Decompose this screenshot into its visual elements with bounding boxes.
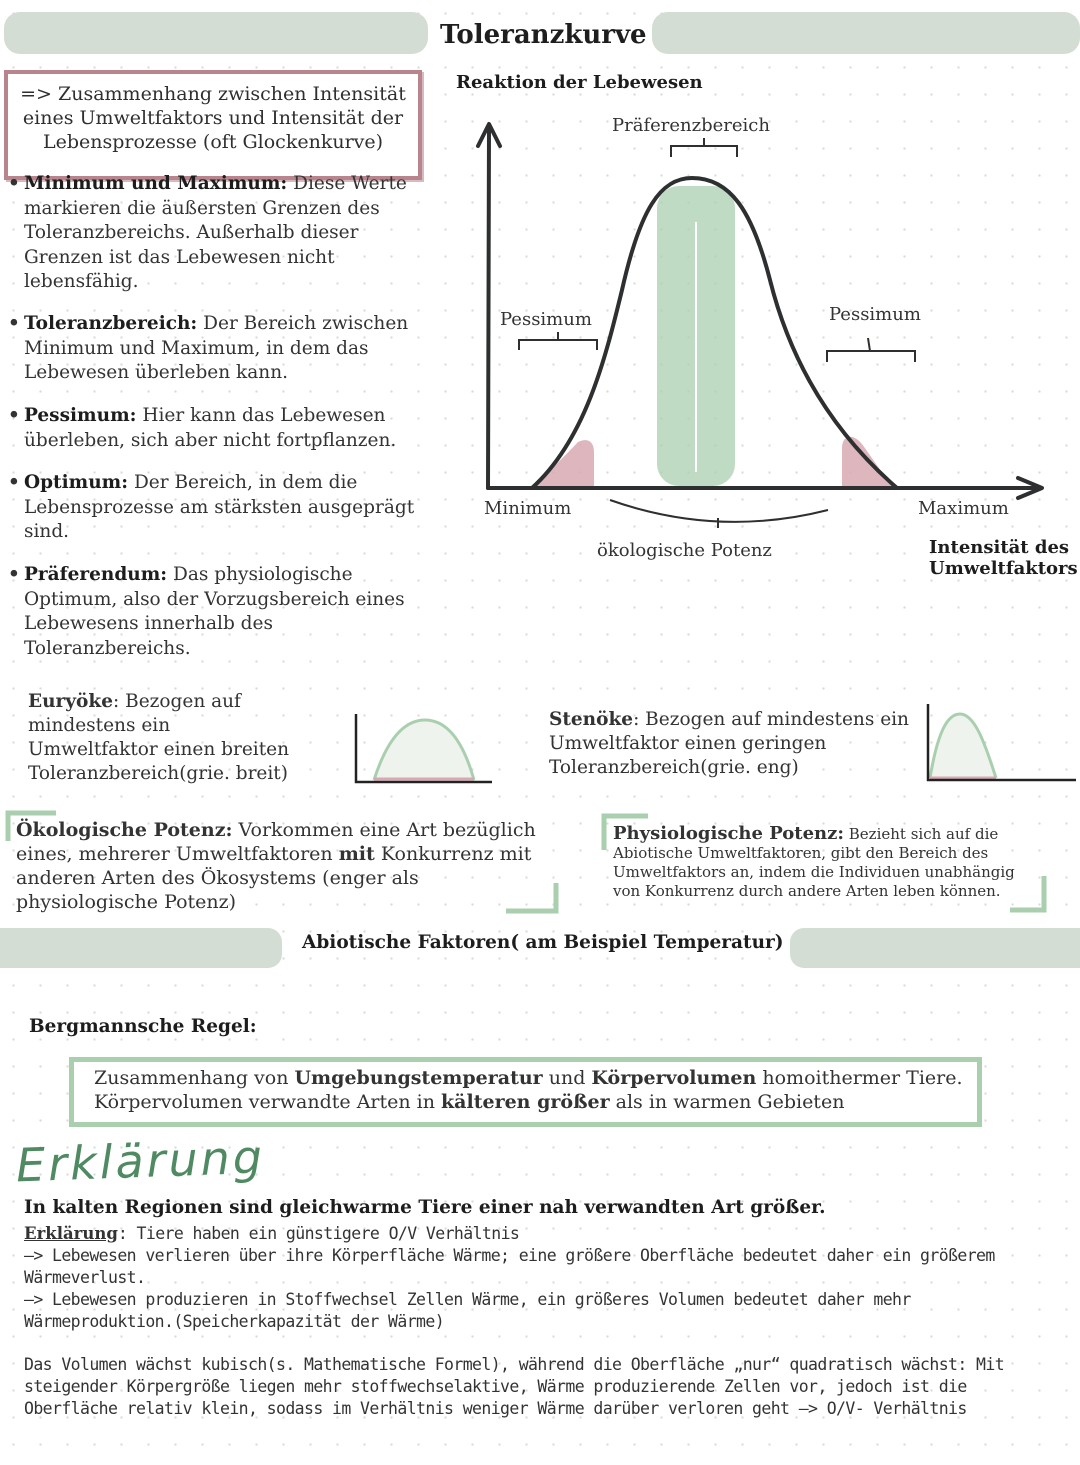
pessimum-right-label: Pessimum <box>829 304 921 325</box>
physio-line-2: Abiotische Umweltfaktoren, gibt den Bereich des <box>613 844 989 862</box>
stenoek-text <box>549 708 909 780</box>
term-label: Minimum und Maximum: <box>24 173 288 194</box>
euryoek-term: Euryöke <box>28 691 113 712</box>
term-label: Präferendum: <box>24 564 168 585</box>
term-minimum-maximum: • Minimum und Maximum: Diese Werte markieren die äußersten Grenzen des Toleranzbereichs. Außerhalb dieser Grenzen ist das Lebewesen nicht lebensfähig. <box>8 173 407 292</box>
term-text: Hier kann das Lebewesen überleben, sich aber nicht fortpflanzen. <box>24 405 397 451</box>
oeko-line-2a: eines, mehrerer Umweltfaktoren <box>16 843 339 865</box>
section2-bar-right <box>790 928 1080 968</box>
stenoek-line-1: : Bezogen auf mindestens ein <box>633 709 909 730</box>
euryoek-line-4: Toleranzbereich(grie. breit) <box>28 763 288 784</box>
oeko-potenz-text <box>16 818 536 914</box>
term-text: Das physiologische Optimum, also der Vorzugsbereich eines Lebewesens innerhalb des Toleranzbereichs. <box>24 564 405 659</box>
oeko-line-2b: mit <box>338 843 375 865</box>
explanation-label-rest: : Tiere haben ein günstigere O/V Verhältnis <box>117 1224 520 1243</box>
definition-line-1: => Zusammenhang zwischen Intensität <box>20 83 406 105</box>
explanation-label: Erklärung <box>24 1224 118 1243</box>
euryoek-curve-fill <box>374 720 474 780</box>
explanation-line-3: —> Lebewesen produzieren in Stoffwechsel Zellen Wärme, ein größeres Volumen bedeutet daher mehr <box>24 1290 911 1309</box>
paragraph-line-2: steigender Körpergröße liegen mehr stoffwechselaktive, Wärme produzierende Zellen vor, jedoch ist die <box>24 1377 967 1396</box>
bergmann-heading: Bergmannsche Regel: <box>29 1016 257 1037</box>
physio-term: Physiologische Potenz: <box>613 823 845 844</box>
term-label: Toleranzbereich: <box>24 313 198 334</box>
stenoek-term: Stenöke <box>549 709 634 730</box>
euryoek-line-1: : Bezogen auf <box>112 691 241 712</box>
pessimum-left-bracket <box>519 332 597 350</box>
oeko-line-3: anderen Arten des Ökosystems (enger als <box>16 867 419 889</box>
praeferenz-bracket <box>671 138 737 157</box>
y-axis <box>478 124 500 488</box>
pessimum-left-label: Pessimum <box>500 309 592 330</box>
definition-line-2: eines Umweltfaktors und Intensität der <box>22 107 404 129</box>
bergmann-l1c: und <box>542 1067 592 1089</box>
bergmann-text <box>94 1066 963 1114</box>
explanation-paragraph <box>24 1354 1004 1420</box>
handwritten-heading: Erklärung <box>15 1129 266 1193</box>
euryoek-line-2: mindestens ein <box>28 715 171 736</box>
euryoek-text <box>28 690 289 786</box>
explanation-headline: In kalten Regionen sind gleichwarme Tiere einer nah verwandten Art größer. <box>24 1197 826 1218</box>
euryoek-line-3: Umweltfaktor einen breiten <box>28 739 290 760</box>
term-praeferendum: • Präferendum: Das physiologische Optimum, also der Vorzugsbereich eines Lebewesens innerhalb des Toleranzbereichs. <box>8 564 405 659</box>
term-optimum: • Optimum: Der Bereich, in dem die Lebensprozesse am stärksten ausgeprägt sind. <box>8 472 415 542</box>
explanation-line-1: —> Lebewesen verlieren über ihre Körperfläche Wärme; eine größere Oberfläche bedeutet daher ein größerem <box>24 1246 995 1265</box>
paragraph-line-1: Das Volumen wächst kubisch(s. Mathematische Formel), während die Oberfläche „nur“ quadratisch wächst: Mit <box>24 1355 1005 1374</box>
physio-potenz-text <box>613 824 1015 901</box>
bergmann-l2b: kälteren größer <box>441 1091 610 1113</box>
bergmann-l1b: Umgebungstemperatur <box>294 1067 543 1089</box>
definition-line-3: Lebensprozesse (oft Glockenkurve) <box>42 131 384 153</box>
stenoek-line-3: Toleranzbereich(grie. eng) <box>549 757 799 778</box>
graph-y-label: Reaktion der Lebewesen <box>456 72 703 93</box>
explanation-body <box>24 1223 995 1333</box>
oeko-line-4: physiologische Potenz) <box>16 891 237 913</box>
bergmann-l1d: Körpervolumen <box>591 1067 757 1089</box>
term-text: Diese Werte markieren die äußersten Grenzen des Toleranzbereichs. Außerhalb dieser Grenzen ist das Lebewesen nicht lebensfähig. <box>24 173 407 292</box>
term-pessimum: • Pessimum: Hier kann das Lebewesen überleben, sich aber nicht fortpflanzen. <box>8 405 397 451</box>
physio-line-3: Umweltfaktors an, indem die Individuen unabhängig <box>613 863 1015 881</box>
oeko-line-1: Vorkommen eine Art bezüglich <box>232 819 536 841</box>
term-label: Optimum: <box>24 472 129 493</box>
x-axis-label-line-1: Intensität des <box>929 537 1070 558</box>
term-toleranzbereich: • Toleranzbereich: Der Bereich zwischen Minimum und Maximum, in dem das Lebewesen überleben kann. <box>8 313 409 383</box>
physio-line-1: Bezieht sich auf die <box>844 825 999 843</box>
bergmann-l2c: als in warmen Gebieten <box>609 1091 845 1113</box>
bergmann-l2a: Körpervolumen verwandte Arten in <box>94 1091 442 1113</box>
oeko-term: Ökologische Potenz: <box>16 819 233 841</box>
section2-bar-left <box>0 928 282 968</box>
explanation-line-4: Wärmeproduktion.(Speicherkapazität der Wärme) <box>24 1312 445 1331</box>
euryoek-graph <box>350 710 500 790</box>
bergmann-l1e: homoithermer Tiere. <box>756 1067 963 1089</box>
oeko-potenz-brace <box>610 500 828 528</box>
stenoek-graph <box>924 700 1074 790</box>
praeferenz-label: Präferenzbereich <box>612 115 770 136</box>
maximum-label: Maximum <box>918 498 1009 519</box>
oeko-potenz-label: ökologische Potenz <box>597 540 772 561</box>
x-axis-label <box>929 537 1078 579</box>
term-text: Der Bereich zwischen Minimum und Maximum, in dem das Lebewesen überleben kann. <box>24 313 409 383</box>
minimum-label: Minimum <box>484 498 572 519</box>
paragraph-line-3: Oberfläche relativ klein, sodass im Verhältnis weniger Wärme darüber verloren geht —> O/V- Verhältnis <box>24 1399 967 1418</box>
x-axis-label-line-2: Umweltfaktors <box>929 558 1078 579</box>
section2-title: Abiotische Faktoren( am Beispiel Temperatur) <box>302 932 784 953</box>
pessimum-right-bracket <box>827 338 915 362</box>
page-title: Toleranzkurve <box>440 20 647 50</box>
explanation-line-2: Wärmeverlust. <box>24 1268 146 1287</box>
term-text: Der Bereich, in dem die Lebensprozesse am stärksten ausgeprägt sind. <box>24 472 415 542</box>
bergmann-l1a: Zusammenhang von <box>94 1067 295 1089</box>
physio-line-4: von Konkurrenz durch andere Arten leben können. <box>613 882 1001 900</box>
oeko-line-2c: Konkurrenz mit <box>374 843 532 865</box>
term-label: Pessimum: <box>24 405 137 426</box>
stenoek-line-2: Umweltfaktor einen geringen <box>549 733 827 754</box>
